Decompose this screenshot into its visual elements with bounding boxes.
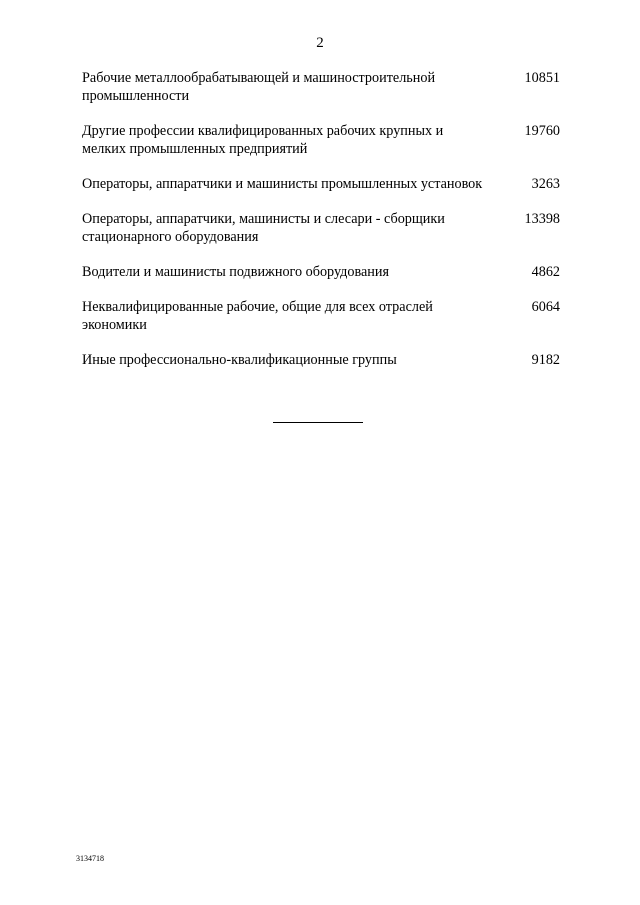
occupation-label: Рабочие металлообрабатывающей и машиностроительной промышленности [82, 70, 436, 104]
page-number: 2 [316, 35, 324, 51]
occupation-label: Иные профессионально-квалификационные группы [82, 352, 397, 368]
list-item [82, 175, 560, 193]
occupation-value: 9182 [531, 352, 560, 368]
occupation-value: 6064 [531, 299, 560, 315]
occupation-value: 3263 [531, 176, 560, 192]
occupation-label: Операторы, аппаратчики и машинисты промышленных установок [82, 176, 483, 192]
occupation-label: Неквалифицированные рабочие, общие для всех отраслей экономики [82, 299, 433, 333]
list-item [82, 351, 560, 369]
list-item [82, 122, 560, 158]
document-code: 3134718 [76, 854, 104, 863]
occupation-label: Операторы, аппаратчики, машинисты и слесари - сборщики стационарного оборудования [82, 211, 445, 245]
occupation-value: 19760 [524, 123, 560, 139]
occupation-label: Водители и машинисты подвижного оборудования [82, 264, 389, 280]
end-divider [273, 422, 363, 423]
occupation-list [82, 69, 560, 369]
occupation-value: 13398 [524, 211, 560, 227]
list-item [82, 210, 560, 246]
occupation-value: 10851 [524, 70, 560, 86]
list-item [82, 298, 560, 334]
occupation-value: 4862 [531, 264, 560, 280]
list-item [82, 263, 560, 281]
occupation-label: Другие профессии квалифицированных рабочих крупных и мелких промышленных предприятий [82, 123, 444, 157]
list-item [82, 69, 560, 105]
